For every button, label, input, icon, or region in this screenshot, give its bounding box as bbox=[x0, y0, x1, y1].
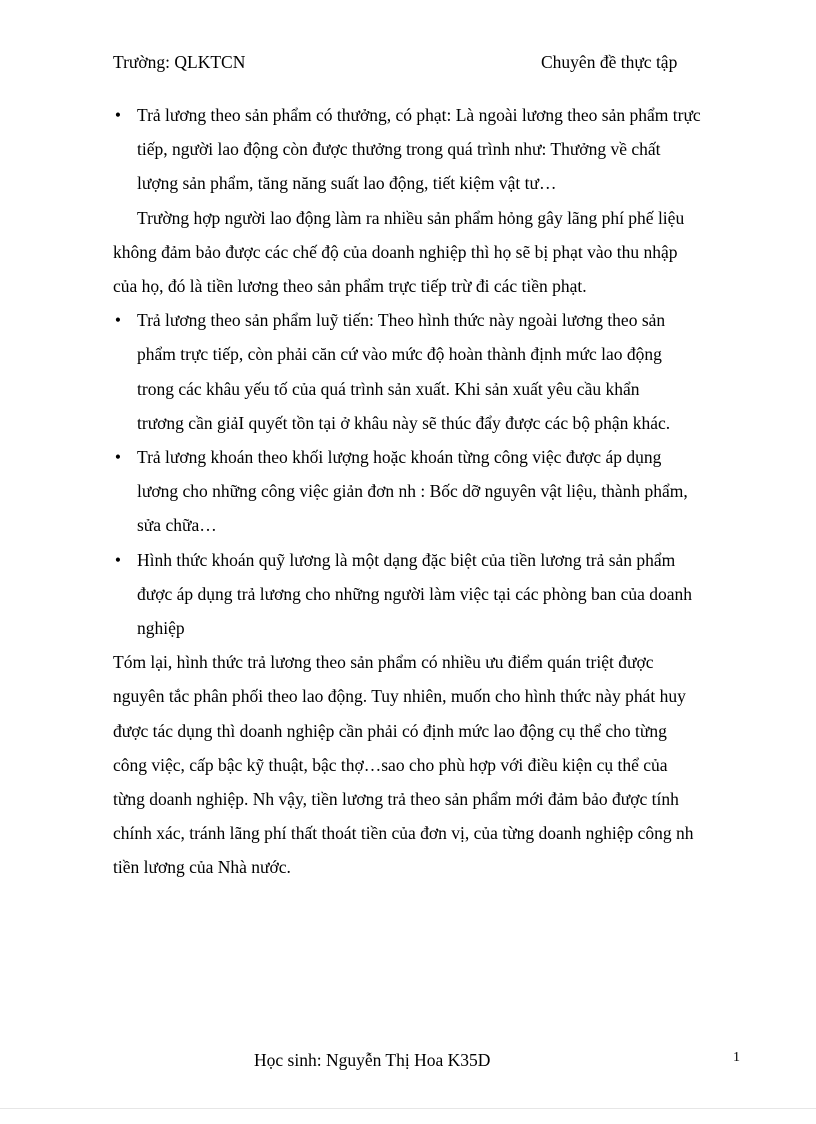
bullet-item-progressive bbox=[113, 303, 753, 440]
text-line: Trả lương theo sản phẩm có thưởng, có phạt: Là ngoài lương theo sản phẩm trực bbox=[137, 105, 701, 125]
bullet-item-wage-fund bbox=[113, 543, 753, 646]
bullet-icon: • bbox=[114, 105, 122, 125]
page-header-left: Trường: QLKTCN bbox=[113, 52, 246, 72]
bullet-icon: • bbox=[114, 549, 122, 570]
text-line: được tác dụng thì doanh nghiệp cần phải có định mức lao động cụ thể cho từng bbox=[113, 720, 667, 741]
text-line: Hình thức khoán quỹ lương là một dạng đặc biệt của tiền lương trả sản phẩm bbox=[137, 549, 676, 570]
document-body bbox=[113, 98, 753, 885]
text-line: nghiệp bbox=[137, 618, 185, 639]
page-bottom-edge bbox=[0, 1108, 816, 1124]
text-line: từng doanh nghiệp. Nh vậy, tiền lương trả theo sản phẩm mới đảm bảo được tính bbox=[113, 789, 679, 810]
paragraph-conclusion bbox=[113, 645, 753, 884]
paragraph-penalty bbox=[113, 201, 753, 304]
text-line: Trả lương theo sản phẩm luỹ tiến: Theo hình thức này ngoài lương theo sản bbox=[137, 310, 666, 331]
text-line: Trả lương khoán theo khối lượng hoặc khoán từng công việc được áp dụng bbox=[137, 447, 662, 468]
text-line: trong các khâu yếu tố của quá trình sản xuất. Khi sản xuất yêu cầu khẩn bbox=[137, 378, 640, 399]
page-header-right: Chuyên đề thực tập bbox=[541, 52, 678, 72]
bullet-icon: • bbox=[114, 447, 122, 468]
footer-page-number: 1 bbox=[733, 1050, 740, 1065]
bullet-item-product-bonus bbox=[113, 98, 753, 201]
text-line: Tóm lại, hình thức trả lương theo sản phẩm có nhiều ưu điểm quán triệt được bbox=[113, 652, 654, 673]
text-line: sửa chữa… bbox=[137, 515, 217, 536]
text-line: tiền lương của Nhà nước. bbox=[113, 857, 291, 878]
text-line: của họ, đó là tiền lương theo sản phẩm trực tiếp trừ đi các tiền phạt. bbox=[113, 276, 587, 297]
text-line: không đảm bảo được các chế độ của doanh nghiệp thì họ sẽ bị phạt vào thu nhập bbox=[113, 241, 678, 262]
text-line: lương cho những công việc giản đơn nh : Bốc dỡ nguyên vật liệu, thành phẩm, bbox=[137, 481, 688, 502]
bullet-item-contract-volume bbox=[113, 440, 753, 543]
footer-student-name: Học sinh: Nguyễn Thị Hoa K35D bbox=[254, 1050, 491, 1070]
text-line: được áp dụng trả lương cho những người làm việc tại các phòng ban của doanh bbox=[137, 583, 693, 604]
text-line: chính xác, tránh lãng phí thất thoát tiền của đơn vị, của từng doanh nghiệp công nh bbox=[113, 823, 694, 844]
text-line: phẩm trực tiếp, còn phải căn cứ vào mức độ hoàn thành định mức lao động bbox=[137, 344, 662, 365]
text-line: công việc, cấp bậc kỹ thuật, bậc thợ…sao cho phù hợp với điều kiện cụ thể của bbox=[113, 754, 668, 775]
text-line: lượng sản phẩm, tăng năng suất lao động, tiết kiệm vật tư… bbox=[137, 173, 557, 194]
text-line: tiếp, người lao động còn được thưởng trong quá trình như: Thưởng về chất bbox=[137, 139, 661, 160]
text-line: nguyên tắc phân phối theo lao động. Tuy nhiên, muốn cho hình thức này phát huy bbox=[113, 686, 686, 707]
bullet-icon: • bbox=[114, 310, 122, 331]
text-line: Trường hợp người lao động làm ra nhiều sản phẩm hỏng gây lãng phí phế liệu bbox=[137, 207, 685, 228]
text-line: trương cần giảI quyết tồn tại ở khâu này sẽ thúc đẩy được các bộ phận khác. bbox=[137, 412, 671, 433]
